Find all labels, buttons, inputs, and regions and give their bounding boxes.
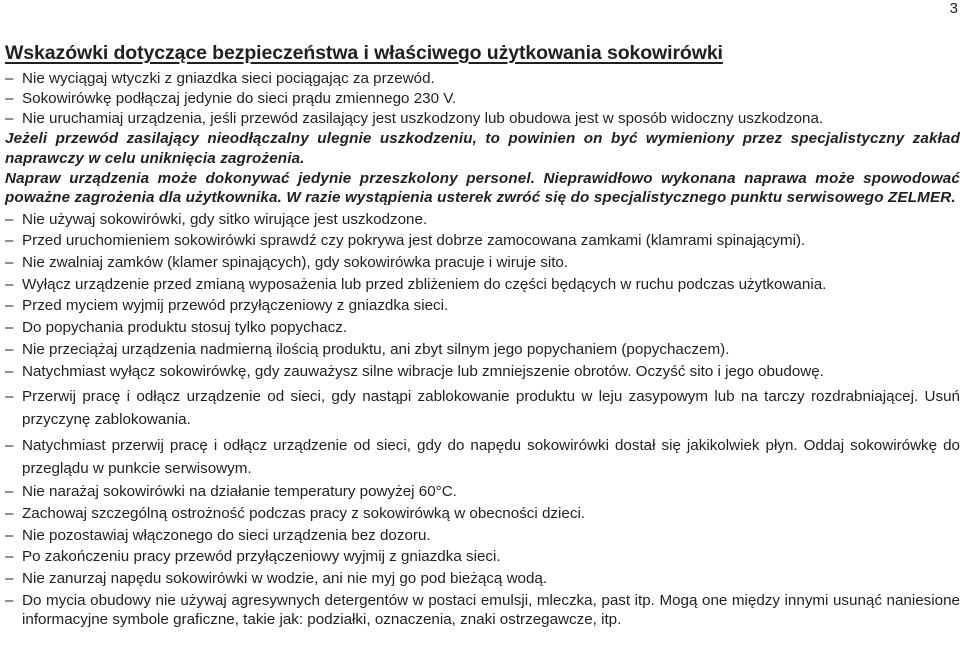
dash-bullet: –: [5, 483, 14, 501]
warning-paragraph: Jeżeli przewód zasilający nieodłączalny ulegnie uszkodzeniu, to powinien on być wymieniony przez specjalistyczny zakład naprawczy w celu uniknięcia zagrożenia.: [5, 130, 960, 167]
safety-section: [5, 40, 960, 630]
list-item: [5, 275, 960, 295]
dash-bullet: –: [5, 297, 14, 315]
dash-bullet: –: [5, 210, 14, 228]
list-item-text: Nie narażaj sokowirówki na działanie temperatury powyżej 60°C.: [22, 483, 457, 501]
list-item: [5, 109, 960, 129]
dash-bullet: –: [5, 570, 14, 588]
list-item-text: Do popychania produktu stosuj tylko popychacz.: [22, 319, 348, 337]
list-item: [5, 296, 960, 316]
list-item-text: Zachowaj szczególną ostrożność podczas pracy z sokowirówką w obecności dzieci.: [22, 505, 586, 523]
list-item: [5, 569, 960, 589]
list-item-text: Nie uruchamiaj urządzenia, jeśli przewód zasilający jest uszkodzony lub obudowa jest w sposób widoczny uszkodzona.: [22, 110, 824, 127]
list-item: [5, 504, 960, 524]
dash-bullet: –: [5, 591, 14, 609]
warning-paragraph: Napraw urządzenia może dokonywać jedynie przeszkolony personel. Nieprawidłowo wykonana naprawa może spowodować poważne zagrożenia dla użytkownika. W razie wystąpienia usterek zwróć się do specjalistycznego punktu serwisowego ZELMER.: [5, 169, 960, 206]
list-item-text: Nie używaj sokowirówki, gdy sitko wirujące jest uszkodzone.: [22, 210, 428, 228]
list-item: [5, 89, 960, 109]
list-item-text: Przerwij pracę i odłącz urządzenie od sieci, gdy nastąpi zablokowanie produktu w leju zasypowym lub na tarczy rozdrabniającej. Usuń przyczynę zablokowania.: [22, 387, 960, 428]
dash-bullet: –: [5, 275, 14, 293]
list-item-text: Nie pozostawiaj włączonego do sieci urządzenia bez dozoru.: [22, 526, 431, 544]
list-item: [5, 482, 960, 502]
section-title: Wskazówki dotyczące bezpieczeństwa i właściwego użytkowania sokowirówki: [5, 42, 723, 64]
list-item: [5, 231, 960, 251]
list-item: [5, 434, 960, 480]
dash-bullet: –: [5, 505, 14, 523]
list-item: [5, 210, 960, 230]
list-item-text: Nie zwalniaj zamków (klamer spinających), gdy sokowirówka pracuje i wiruje sito.: [22, 254, 569, 272]
list-item-text: Nie zanurzaj napędu sokowirówki w wodzie, ani nie myj go pod bieżącą wodą.: [22, 570, 548, 588]
dash-bullet: –: [5, 70, 14, 87]
dash-bullet: –: [5, 319, 14, 337]
list-item: [5, 340, 960, 360]
list-item-text: Natychmiast przerwij pracę i odłącz urządzenie od sieci, gdy do napędu sokowirówki dostał się jakikolwiek płyn. Oddaj sokowirówkę do przeglądu w punkcie serwisowym.: [22, 437, 960, 478]
list-item-text: Przed myciem wyjmij przewód przyłączeniowy z gniazdka sieci.: [22, 297, 449, 315]
dash-bullet: –: [5, 526, 14, 544]
list-item-text: Natychmiast wyłącz sokowirówkę, gdy zauważysz silne wibracje lub zmniejszenie obrotów. Oczyść sito i jego obudowę.: [22, 362, 824, 380]
dash-bullet: –: [5, 362, 14, 380]
dash-bullet: –: [5, 548, 14, 566]
list-item-text: Nie wyciągaj wtyczki z gniazdka sieci pociągając za przewód.: [22, 70, 435, 87]
list-item: [5, 547, 960, 567]
list-item-text: Sokowirówkę podłączaj jedynie do sieci prądu zmiennego 230 V.: [22, 90, 457, 107]
list-item-text: Wyłącz urządzenie przed zmianą wyposażenia lub przed zbliżeniem do części będących w ruchu podczas użytkowania.: [22, 275, 827, 293]
list-item-text: Nie przeciążaj urządzenia nadmierną ilością produktu, ani zbyt silnym jego popychaniem (popychaczem).: [22, 340, 730, 358]
list-item-text: Do mycia obudowy nie używaj agresywnych detergentów w postaci emulsji, mleczka, past itp. Mogą one między innymi usunąć naniesione informacyjne symbole graficzne, takie jak: podziałki, oznaczenia, znaki ostrzegawcze, itp.: [22, 591, 960, 629]
dash-bullet: –: [5, 387, 14, 405]
list-item: [5, 362, 960, 382]
list-item: [5, 318, 960, 338]
list-item: [5, 253, 960, 273]
list-item: [5, 591, 960, 630]
dash-bullet: –: [5, 340, 14, 358]
list-item: [5, 526, 960, 546]
list-item: [5, 385, 960, 431]
dash-bullet: –: [5, 437, 14, 455]
dash-bullet: –: [5, 110, 14, 127]
page-number: 3: [949, 0, 958, 17]
dash-bullet: –: [5, 90, 14, 107]
list-item-text: Po zakończeniu pracy przewód przyłączeniowy wyjmij z gniazdka sieci.: [22, 548, 501, 566]
dash-bullet: –: [5, 254, 14, 272]
list-item-text: Przed uruchomieniem sokowirówki sprawdź czy pokrywa jest dobrze zamocowana zamkami (klamrami spinającymi).: [22, 232, 806, 250]
list-item: [5, 69, 960, 89]
dash-bullet: –: [5, 232, 14, 250]
